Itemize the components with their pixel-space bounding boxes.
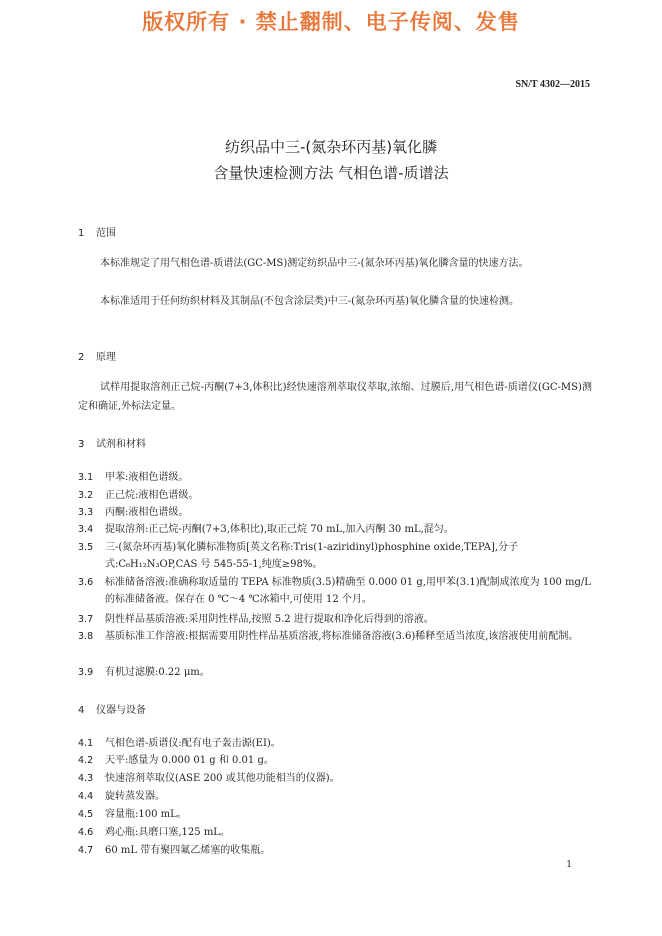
list-item: [78, 752, 592, 769]
list-item: [78, 806, 592, 823]
page-number: 1: [566, 860, 572, 870]
section-heading-scope: [78, 224, 116, 239]
section-number: 2: [78, 352, 85, 363]
copyright-banner: 版权所有 · 禁止翻制、电子传阅、发售: [142, 10, 520, 34]
item-number: 3.2: [78, 490, 94, 501]
item-text: 提取溶剂:正己烷-丙酮(7+3,体积比),取正己烷 70 mL,加入丙酮 30 mL,混匀。: [105, 524, 454, 535]
section-heading-apparatus: [78, 701, 146, 716]
item-number: 3.7: [78, 614, 94, 625]
list-item: [78, 521, 592, 538]
list-item: [78, 574, 592, 608]
item-text: 旋转蒸发器。: [105, 791, 165, 802]
item-number: 3.3: [78, 507, 94, 518]
item-text: 正己烷:液相色谱级。: [105, 490, 199, 501]
list-item: [78, 539, 592, 573]
item-number: 3.1: [78, 472, 94, 483]
section-number: 4: [78, 705, 85, 716]
item-number: 4.7: [78, 845, 94, 856]
item-text: 阴性样品基质溶液:采用阴性样品,按照 5.2 进行提取和净化后得到的溶液。: [105, 614, 434, 625]
item-text: 标准储备溶液:准确称取适量的 TEPA 标准物质(3.5)精确至 0.000 01 g,用甲苯(3.1)配制成浓度为 100 mg/L 的标准储备液。保存在 0 ℃～4 ℃冰箱中,可使用 12 个月。: [105, 577, 591, 605]
paragraph: 本标准适用于任何纺织材料及其制品(不包含涂层类)中三-(氮杂环丙基)氧化膦含量的快速检测。: [100, 296, 519, 307]
item-number: 4.3: [78, 773, 94, 784]
item-text: 有机过滤膜:0.22 μm。: [105, 667, 210, 678]
item-text: 基质标准工作溶液:根据需要用阴性样品基质溶液,将标准储备溶液(3.6)稀释至适当浓度,该溶液使用前配制。: [105, 631, 579, 642]
item-number: 3.6: [78, 577, 94, 588]
item-text: 天平:感量为 0.000 01 g 和 0.01 g。: [105, 755, 274, 766]
list-item: [78, 788, 592, 805]
list-item: [78, 735, 592, 752]
item-number: 4.5: [78, 809, 94, 820]
item-number: 3.4: [78, 524, 94, 535]
item-text: 三-(氮杂环丙基)氧化膦标准物质[英文名称:Tris(1-aziridinyl)phosphine oxide,TEPA],分子式:C₆H₁₂N₃OP,CAS 号 545-55-1,纯度≥98%。: [105, 542, 519, 570]
section-title: 原理: [96, 352, 116, 363]
paragraph: 本标准规定了用气相色谱-质谱法(GC-MS)测定纺织品中三-(氮杂环丙基)氧化膦含量的快速方法。: [100, 258, 529, 269]
item-number: 3.5: [78, 542, 94, 553]
section-title: 仪器与设备: [96, 705, 146, 716]
list-item: [78, 628, 592, 645]
section-heading-reagents: [78, 435, 146, 450]
item-text: 甲苯:液相色谱级。: [105, 472, 189, 483]
list-item: [78, 469, 592, 486]
item-text: 鸡心瓶:具磨口塞,125 mL。: [105, 827, 230, 838]
item-number: 3.9: [78, 667, 94, 678]
document-title-line2: 含量快速检测方法 气相色谱-质谱法: [213, 164, 449, 182]
list-item: [78, 770, 592, 787]
item-text: 快速溶剂萃取仪(ASE 200 或其他功能相当的仪器)。: [105, 773, 340, 784]
paragraph: 试样用提取溶剂正己烷-丙酮(7+3,体积比)经快速溶剂萃取仪萃取,浓缩、过膜后,用气相色谱-质谱仪(GC-MS)测定和确证,外标法定量。: [78, 382, 592, 412]
list-item: [78, 487, 592, 504]
list-item: [78, 504, 592, 521]
item-text: 丙酮:液相色谱级。: [105, 507, 189, 518]
list-item: [78, 842, 592, 859]
list-item: [78, 824, 592, 841]
section-number: 1: [78, 228, 85, 239]
item-text: 容量瓶:100 mL。: [105, 809, 187, 820]
item-text: 60 mL 带有聚四氟乙烯塞的收集瓶。: [105, 845, 271, 856]
list-item: [78, 611, 592, 628]
list-item: [78, 664, 592, 681]
item-number: 4.1: [78, 738, 94, 749]
section-title: 试剂和材料: [96, 439, 146, 450]
section-title: 范围: [96, 228, 116, 239]
document-title-line1: 纺织品中三-(氮杂环丙基)氧化膦: [224, 138, 438, 156]
item-number: 4.6: [78, 827, 94, 838]
document-code: SN/T 4302—2015: [515, 79, 590, 90]
section-heading-principle: [78, 348, 116, 363]
section-number: 3: [78, 439, 85, 450]
item-number: 4.4: [78, 791, 94, 802]
item-number: 4.2: [78, 755, 94, 766]
item-text: 气相色谱-质谱仪:配有电子轰击源(EI)。: [105, 738, 281, 749]
item-number: 3.8: [78, 631, 94, 642]
